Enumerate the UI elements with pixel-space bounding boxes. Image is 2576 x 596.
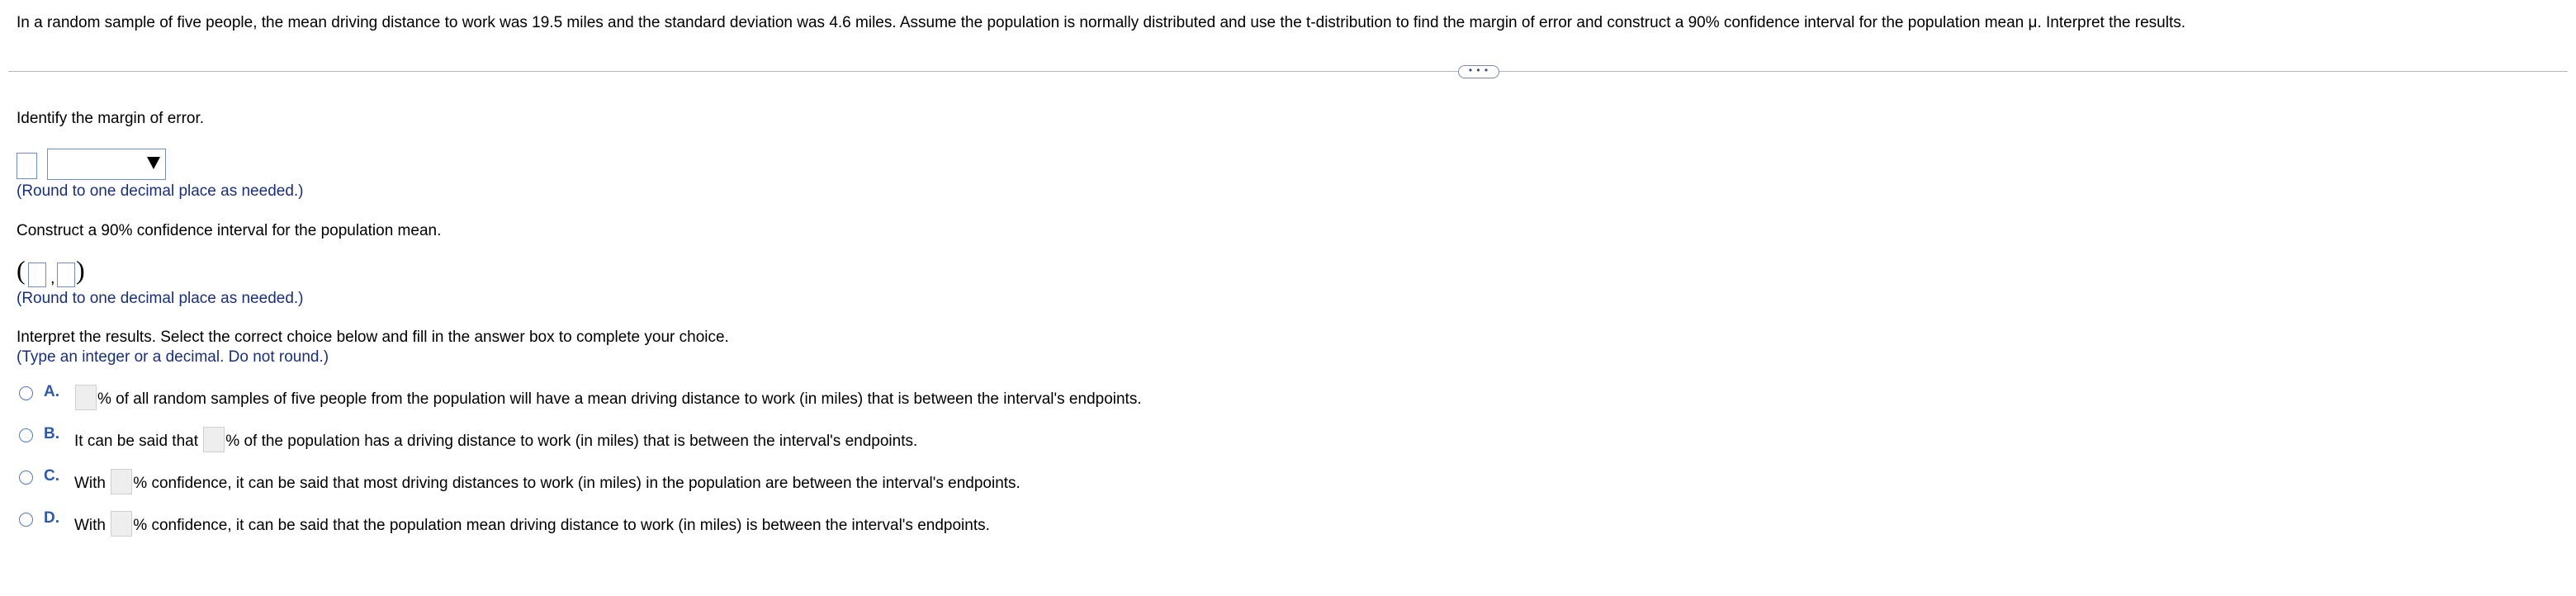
margin-of-error-prompt: Identify the margin of error. [17,110,205,127]
choice-a-input[interactable] [75,385,97,410]
choice-d-input[interactable] [111,511,132,537]
confidence-interval-prompt: Construct a 90% confidence interval for the population mean. [17,222,442,239]
choice-a-letter: A. [44,383,59,400]
choice-c-radio[interactable] [19,471,33,485]
margin-of-error-hint: (Round to one decimal place as needed.) [17,182,304,200]
interval-open-paren: ( [17,255,26,285]
choice-a-text [74,385,1142,410]
choice-a-radio[interactable] [19,386,33,400]
confidence-interval-hint: (Round to one decimal place as needed.) [17,290,304,307]
choice-c-before: With [74,475,106,492]
choice-c-input[interactable] [111,469,132,494]
choice-c-text [74,469,1020,494]
choice-b-radio[interactable] [19,428,33,442]
interval-lower-input[interactable] [28,263,46,287]
choice-b-input[interactable] [203,427,225,452]
more-button[interactable]: • • • [1458,65,1499,78]
choice-b-before: It can be said that [74,433,198,450]
interpret-prompt: Interpret the results. Select the correct choice below and fill in the answer box to complete your choice. [17,329,729,346]
choice-c-after: % confidence, it can be said that most driving distances to work (in miles) in the population are between the interval's endpoints. [133,475,1020,492]
choice-b-letter: B. [44,425,59,442]
choice-a-after: % of all random samples of five people from the population will have a mean driving distance to work (in miles) that is between the interval's endpoints. [97,390,1142,408]
margin-of-error-input[interactable] [17,153,37,179]
interval-close-paren: ) [76,255,85,285]
choice-d-letter: D. [44,509,59,527]
question-text: In a random sample of five people, the mean driving distance to work was 19.5 miles and the standard deviation was 4.6 miles. Assume the population is normally distributed and use the t-distribution to find the margin of error and construct a 90% confidence interval for the population mean μ. Interpret the results. [17,14,2186,31]
choice-b-text [74,427,917,452]
choice-d-after: % confidence, it can be said that the population mean driving distance to work (in miles) is between the interval's endpoints. [133,517,990,534]
choice-d-radio[interactable] [19,513,33,527]
interpret-hint: (Type an integer or a decimal. Do not round.) [17,348,329,366]
choice-b-after: % of the population has a driving distance to work (in miles) that is between the interval's endpoints. [225,433,918,450]
margin-of-error-dropdown[interactable] [47,149,166,180]
choice-d-before: With [74,517,106,534]
divider [8,71,2568,72]
choice-c-letter: C. [44,467,59,485]
interval-separator: , [50,269,55,287]
choice-d-text [74,511,990,537]
chevron-down-icon [147,157,160,169]
interval-upper-input[interactable] [57,263,75,287]
